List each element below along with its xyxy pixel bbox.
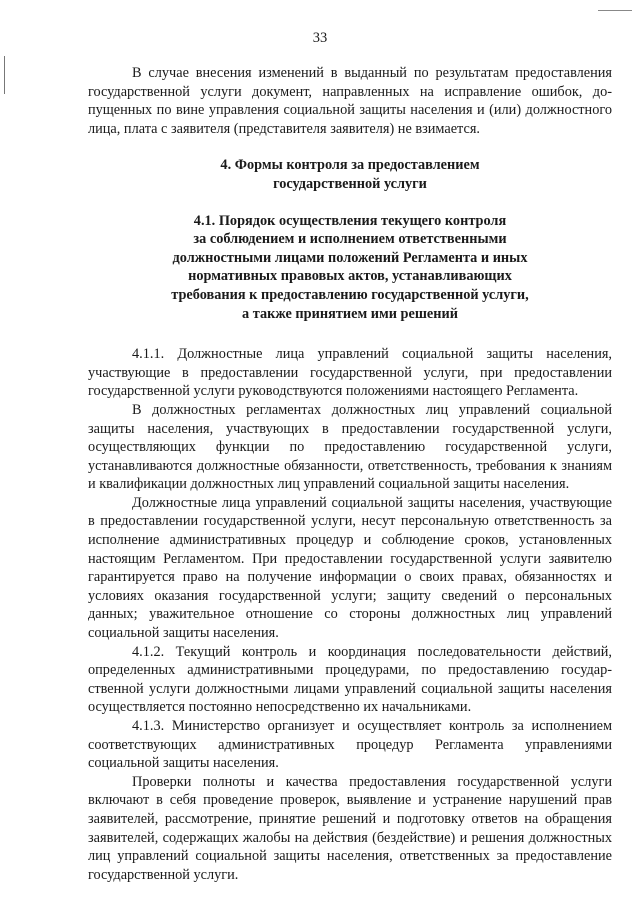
subsection-heading-line: требования к предоставлению государственной услуги, [171, 286, 529, 303]
paragraph-4-1-3: 4.1.3. Министерство организует и осуществляет контроль за исполнением соответствующих административных процедур Регламента управлениями социальной защиты населения. [88, 718, 612, 772]
paragraph-4-1-1: 4.1.1. Должностные лица управлений социальной защиты населения, участвующие в предоставлении государственной услуги, при предоставлении государственной услуги руководствуются положениями настоящего Регламента. [88, 346, 612, 400]
scan-artifact-line [598, 10, 632, 11]
subsection-heading-line: нормативных правовых актов, устанавливающих [188, 268, 512, 285]
scan-artifact-line [4, 56, 5, 94]
paragraph: В должностных регламентах должностных лиц управлений социальной защиты населения, участвующих в предоставлении государственной услуги, осуществляющих функции по предоставлению государственной услуги, устанавливаются должностные обязанности, ответственность, требования к знаниям и квалификации должностных лиц управлений социальной защиты населения. [88, 401, 612, 493]
document-body [88, 64, 612, 884]
subsection-heading-line: а также принятием ими решений [242, 305, 458, 322]
section-heading-line: государственной услуги [273, 175, 427, 192]
subsection-heading-line: 4.1. Порядок осуществления текущего контроля [193, 212, 507, 229]
paragraph: Должностные лица управлений социальной защиты населения, участвующие в предоставлении государственной услуги, несут персональную ответственность за исполнение административных процедур и соблюдение сроков, установленных настоящим Регламентом. При предоставлении государственной услуги заявителю гарантируется право на получение информации о своих правах, обязанностях и условиях оказания государственной услуги; защиту сведений о персональных данных; уважительное отношение со стороны должностных лиц управлений социальной защиты населения. [88, 494, 612, 642]
section-heading [88, 156, 612, 193]
paragraph-4-1-2: 4.1.2. Текущий контроль и координация последовательности действий, определенных административными процедурами, по предоставлению государственной услуги должностными лицами управлений социальной защиты населения осуществляется постоянно непосредственно их начальниками. [88, 643, 612, 716]
subsection-heading-line: должностными лицами положений Регламента и иных [172, 249, 528, 266]
page-number: 33 [312, 30, 328, 46]
paragraph: В случае внесения изменений в выданный по результатам предоставления государственной услуги документ, направленных на исправление ошибок, допущенных по вине управления социальной защиты населения и (или) должностного лица, плата с заявителя (представителя заявителя) не взимается. [88, 65, 612, 137]
subsection-heading [88, 212, 612, 324]
section-heading-line: 4. Формы контроля за предоставлением [220, 157, 480, 174]
subsection-heading-line: за соблюдением и исполнением ответственными [193, 231, 507, 248]
paragraph: Проверки полноты и качества предоставления государственной услуги включают в себя проведение проверок, выявление и устранение нарушений прав заявителей, рассмотрение, принятие решений и подготовку ответов на обращения заявителей, содержащих жалобы на действия (бездействие) и решения должностных лиц управлений социальной защиты населения, ответственных за предоставление государственной услуги. [88, 773, 612, 883]
section-body [88, 345, 612, 884]
